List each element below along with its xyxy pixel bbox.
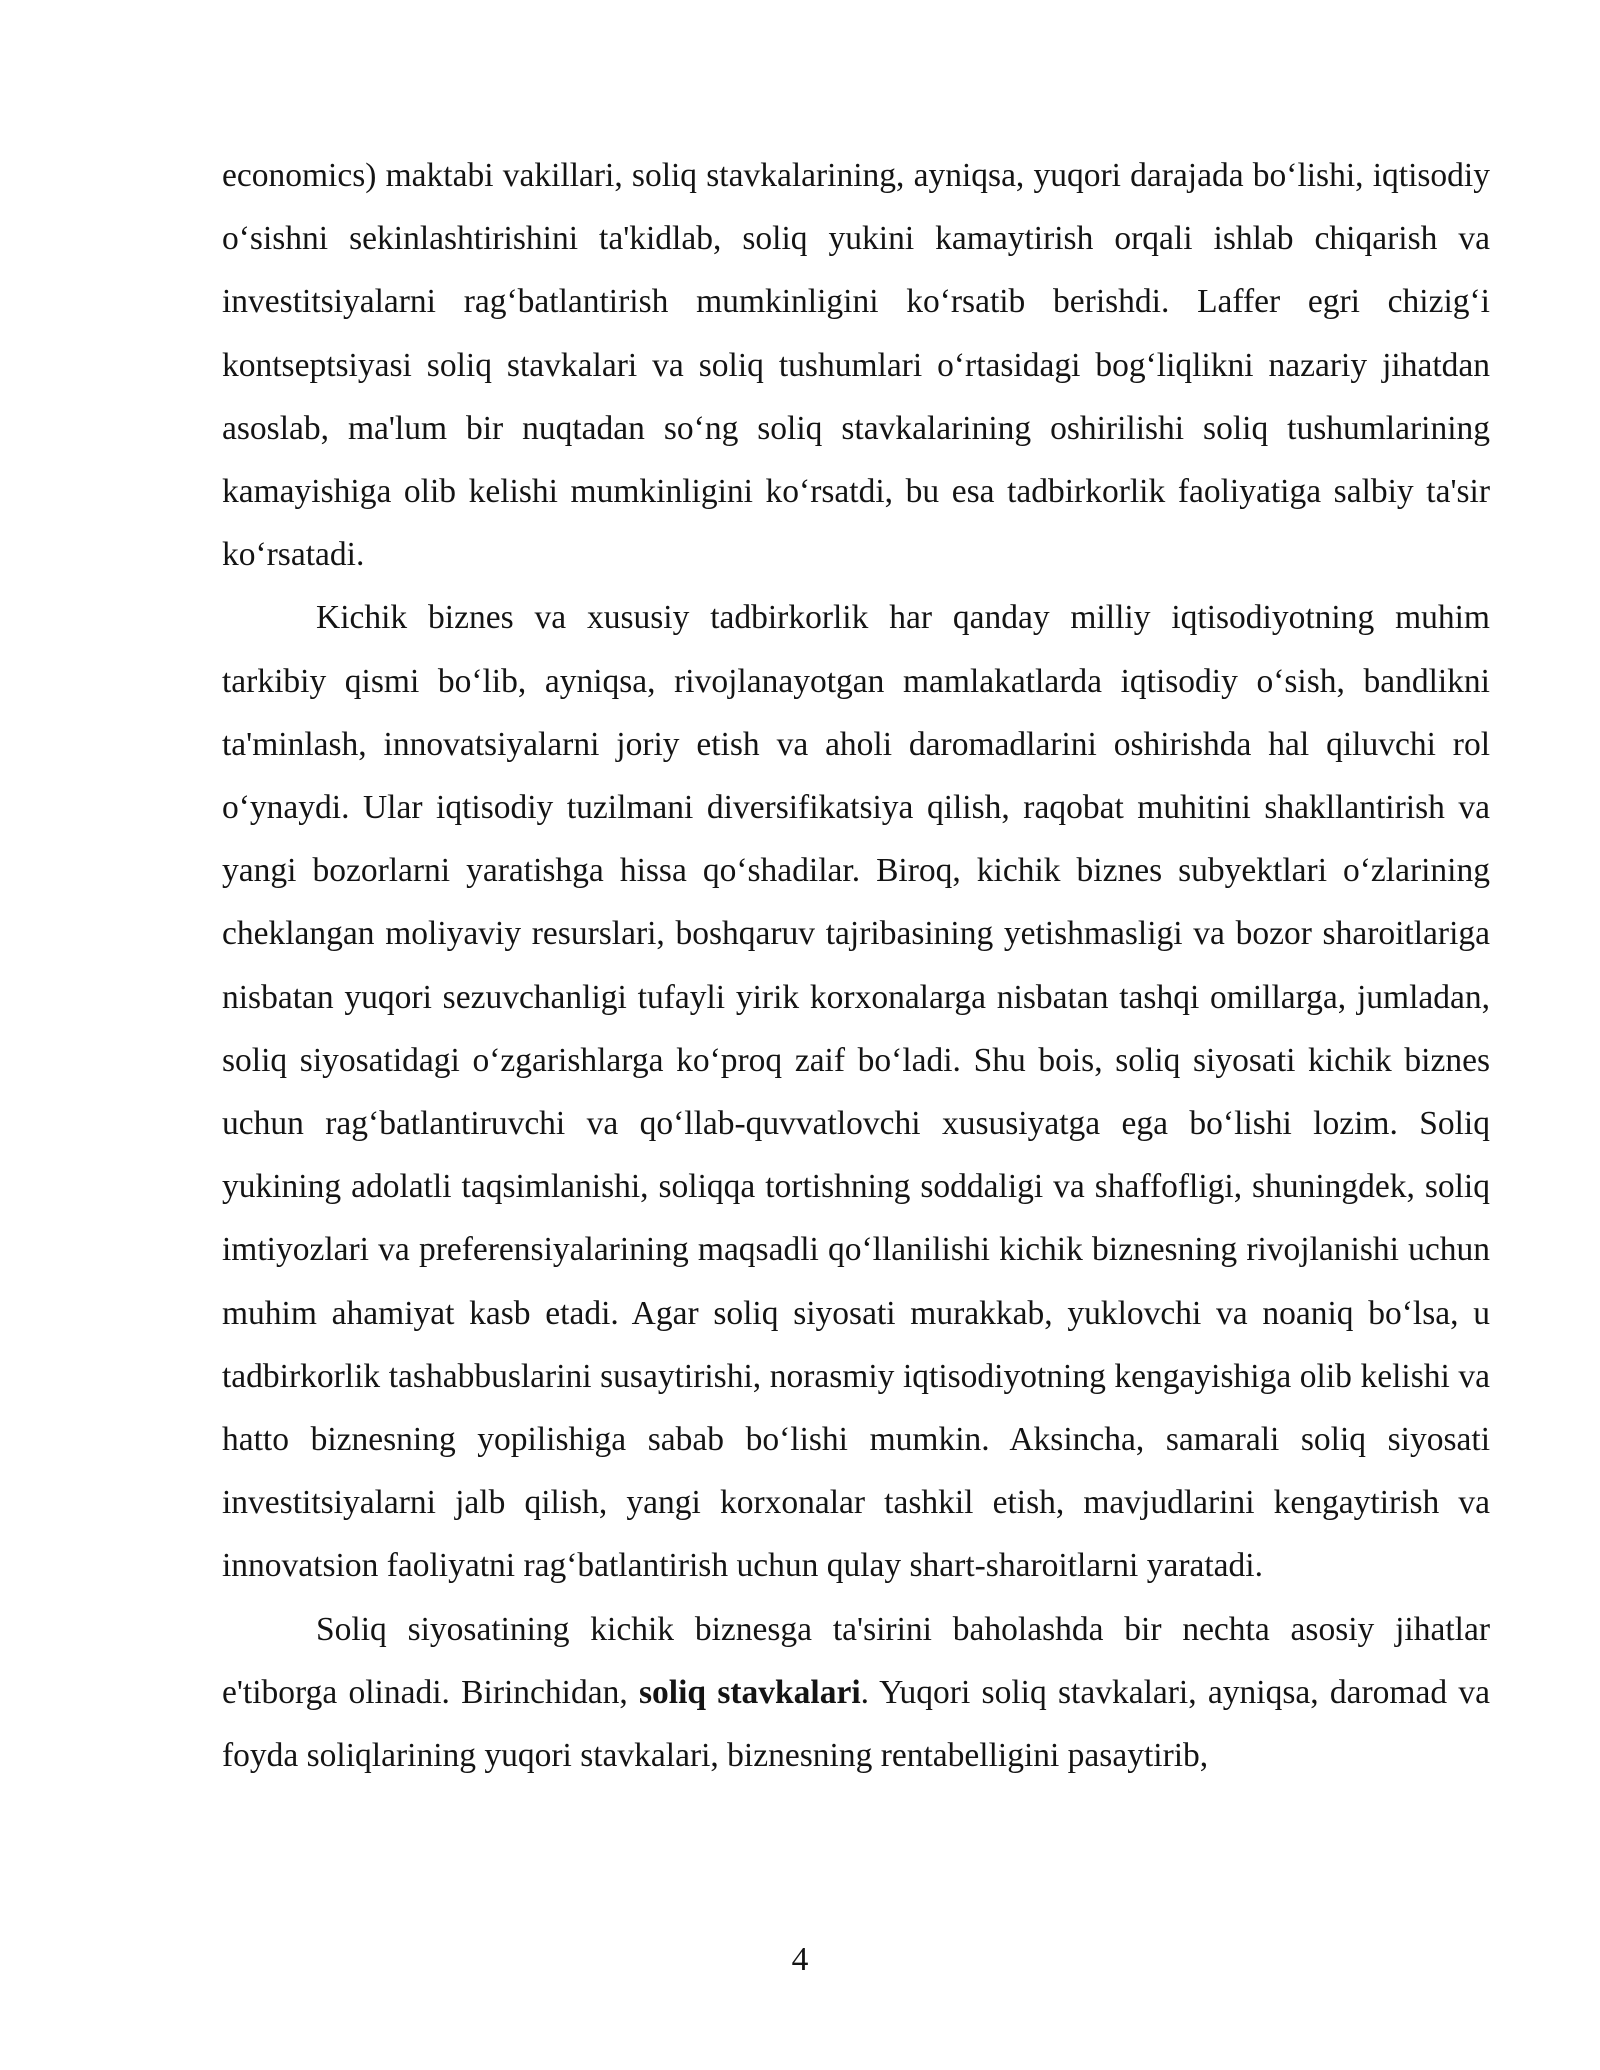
bold-term: soliq stavkalari: [639, 1673, 861, 1711]
page-number: 4: [791, 1941, 809, 1978]
paragraph-text-before-bold: Soliq siyosatining kichik biznesga ta'sirini baholashda bir nechta asosiy jihatlar e'tiborga olinadi. Birinchidan,: [222, 1610, 1490, 1711]
paragraph-tax-policy-assessment: [222, 1598, 1490, 1788]
body-text: [222, 144, 1490, 1787]
paragraph-continued: economics) maktabi vakillari, soliq stavkalarining, ayniqsa, yuqori darajada bo‘lishi, iqtisodiy o‘sishni sekinlashtirishini ta'kidlab, soliq yukini kamaytirish orqali ishlab chiqarish va investitsiyalarni rag‘batlantirish mumkinligini ko‘rsatib berishdi. Laffer egri chizig‘i kontseptsiyasi soliq stavkalari va soliq tushumlari o‘rtasidagi bog‘liqlikni nazariy jihatdan asoslab, ma'lum bir nuqtadan so‘ng soliq stavkalarining oshirilishi soliq tushumlarining kamayishiga olib kelishi mumkinligini ko‘rsatdi, bu esa tadbirkorlik faoliyatiga salbiy ta'sir ko‘rsatadi.: [222, 157, 1490, 574]
paragraph-text-after-bold: . Yuqori soliq stavkalari, ayniqsa, daromad va foyda soliqlarining yuqori stavkalari, biznesning rentabelligini pasaytirib,: [222, 1673, 1490, 1775]
paragraph-small-business: Kichik biznes va xususiy tadbirkorlik har qanday milliy iqtisodiyotning muhim tarkibiy qismi bo‘lib, ayniqsa, rivojlanayotgan mamlakatlarda iqtisodiy o‘sish, bandlikni ta'minlash, innovatsiyalarni joriy etish va aholi daromadlarini oshirishda hal qiluvchi rol o‘ynaydi. Ular iqtisodiy tuzilmani diversifikatsiya qilish, raqobat muhitini shakllantirish va yangi bozorlarni yaratishga hissa qo‘shadilar. Biroq, kichik biznes subyektlari o‘zlarining cheklangan moliyaviy resurslari, boshqaruv tajribasining yetishmasligi va bozor sharoitlariga nisbatan yuqori sezuvchanligi tufayli yirik korxonalarga nisbatan tashqi omillarga, jumladan, soliq siyosatidagi o‘zgarishlarga ko‘proq zaif bo‘ladi. Shu bois, soliq siyosati kichik biznes uchun rag‘batlantiruvchi va qo‘llab-quvvatlovchi xususiyatga ega bo‘lishi lozim. Soliq yukining adolatli taqsimlanishi, soliqqa tortishning soddaligi va shaffofligi, shuningdek, soliq imtiyozlari va preferensiyalarining maqsadli qo‘llanilishi kichik biznesning rivojlanishi uchun muhim ahamiyat kasb etadi. Agar soliq siyosati murakkab, yuklovchi va noaniq bo‘lsa, u tadbirkorlik tashabbuslarini susaytirishi, norasmiy iqtisodiyotning kengayishiga olib kelishi va hatto biznesning yopilishiga sabab bo‘lishi mumkin. Aksincha, samarali soliq siyosati investitsiyalarni jalb qilish, yangi korxonalar tashkil etish, mavjudlarini kengaytirish va innovatsion faoliyatni rag‘batlantirish uchun qulay shart-sharoitlarni yaratadi.: [222, 599, 1490, 1585]
